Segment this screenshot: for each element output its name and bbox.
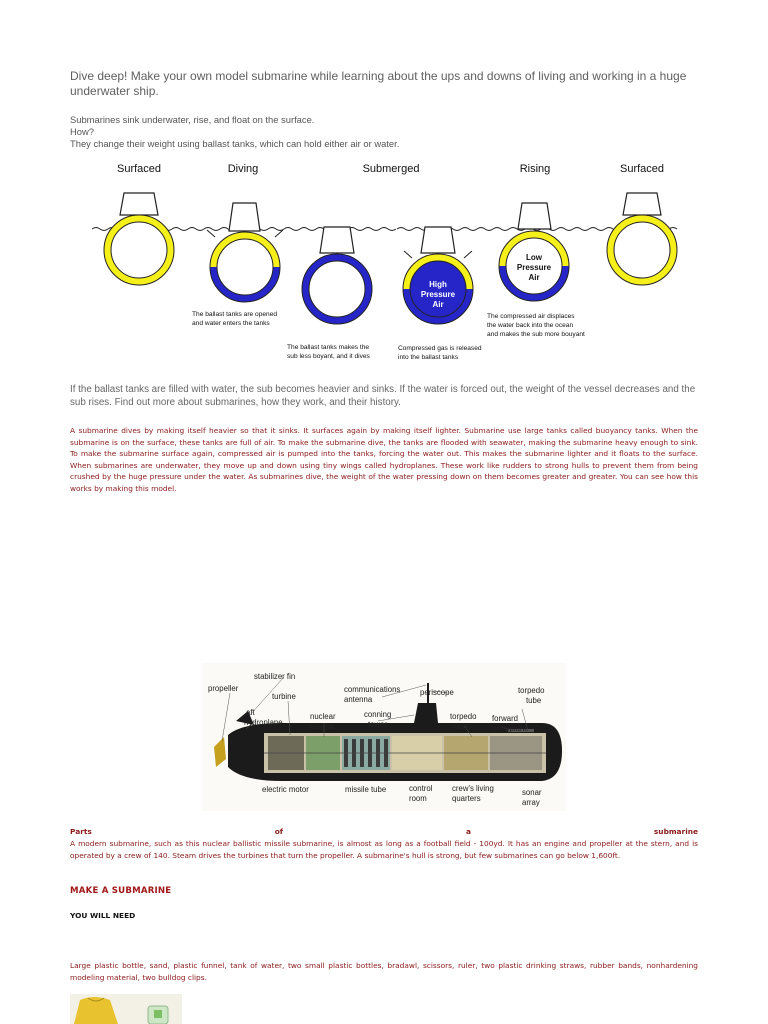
label-comm-antenna: communications [344, 685, 401, 694]
label-aft-hydroplane: aft [246, 708, 255, 717]
label-periscope: periscope [420, 688, 454, 697]
sub-surfaced-2 [607, 193, 677, 285]
label-crews-quarters: quarters [452, 794, 481, 803]
submarine-word: submarine [653, 827, 698, 836]
label-torpedo-room: torpedo [450, 712, 477, 721]
sub-submerged [302, 227, 372, 324]
how-submarine-dives-text: A submarine dives by making itself heavier so that it sinks. It surfaces again by making itself lighter. Submarine use large tanks called buoyancy tanks. When the submarine is on the surface, these tanks are full of air. To make the submarine dive, the tanks are flooded with seawater, making the submarine heavy enough to sink. To make the submarine surface again, compressed air is pumped into the tanks, forcing the water out. This makes the submarine lighter and it floats to the surface. When submarines are underwater, they move up and down using tiny wings called hydroplanes. These work like rudders to strong hulls to prevent them from being crushed by the huge pressure under the water. As submarines dive, the weight of the water pressing down on them becomes greater and greater. You can see how this works by making this model. [70, 426, 698, 493]
label-conning-tower: conning [364, 710, 392, 719]
label-control-room: room [409, 794, 427, 803]
materials-list: Large plastic bottle, sand, plastic funnel, tank of water, two small plastic bottles, bradawl, scissors, ruler, two plastic drinking straws, rubber bands, nonhardening modeling material, two bulldog clips. [70, 961, 698, 982]
label-torpedo-room: room [452, 722, 470, 731]
caption-displaces: and makes the sub more bouyant [487, 331, 585, 338]
stage-label: Submerged [362, 163, 420, 175]
line-sink-rise: Submarines sink underwater, rise, and float on the surface. [70, 114, 315, 125]
label-nuclear-reactor: reactor [310, 722, 335, 731]
stage-label: Surfaced [619, 163, 665, 175]
caption-displaces: The compressed air displaces [487, 313, 575, 320]
caption-less-buoyant: sub less boyant, and it dives [287, 353, 370, 360]
label-forward-hydroplane: hydroplane [490, 724, 529, 733]
label-propeller: propeller [208, 684, 239, 693]
high-pressure-label: Pressure [420, 290, 456, 299]
modern-submarine-text: A modern submarine, such as this nuclear ballistic missile submarine, is almost as long as a football field - 100yd. It has an engine and propeller at the stern, and is operated by a crew of 140. Steam drives the turbines that turn the propeller. A submarine's hull is strong, but few submarines can go below 1,600ft. [70, 839, 698, 860]
intro-text: Dive deep! Make your own model submarine while learning about the ups and downs of living and working in a huge underwater ship. [70, 69, 687, 98]
high-pressure-label: High [429, 280, 447, 289]
label-nuclear-reactor: nuclear [310, 712, 336, 721]
you-will-need-heading: YOU WILL NEED [70, 911, 136, 920]
stage-label: Rising [519, 163, 551, 175]
label-turbine: turbine [272, 692, 296, 701]
ballast-explanation: If the ballast tanks are filled with water, the sub becomes heavier and sinks. If the water is forced out, the weight of the vessel decreases and the sub rises. Find out more about submarines, how they work, and their history. [70, 384, 696, 408]
label-missile-tube: missile tube [345, 785, 387, 794]
label-torpedo-tube: tube [526, 696, 542, 705]
low-pressure-label: Low [526, 253, 542, 262]
of-word: of [274, 827, 284, 836]
label-sonar-array: array [522, 798, 540, 807]
low-pressure-label: Air [528, 273, 540, 282]
caption-compressed: into the ballast tanks [398, 354, 459, 361]
make-submarine-heading: MAKE A SUBMARINE [70, 886, 172, 896]
label-control-room: control [409, 784, 433, 793]
materials-photo [70, 994, 182, 1024]
sub-high-pressure [403, 227, 473, 324]
caption-opened: and water enters the tanks [192, 320, 270, 327]
caption-displaces: the water back into the ocean [487, 322, 574, 329]
a-word: a [465, 827, 471, 836]
line-ballast: They change their weight using ballast tanks, which can hold either air or water. [70, 138, 400, 149]
stage-label: Diving [227, 163, 259, 175]
label-electric-motor: electric motor [262, 785, 309, 794]
sub-diving [207, 203, 283, 302]
stage-label: Surfaced [116, 163, 162, 175]
label-forward-hydroplane: forward [492, 714, 518, 723]
parts-caption [70, 827, 698, 836]
label-aft-hydroplane: hydroplane [244, 718, 283, 727]
conning-tower [414, 703, 438, 723]
caption-opened: The ballast tanks are opened [192, 311, 278, 318]
high-pressure-label: Air [432, 300, 444, 309]
caption-less-buoyant: The ballast tanks makes the [287, 344, 370, 351]
label-sonar-array: sonar [522, 788, 542, 797]
low-pressure-label: Pressure [516, 263, 552, 272]
ballast-tank-diagram [92, 155, 682, 365]
label-crews-quarters: crew's living [452, 784, 494, 793]
label-comm-antenna: antenna [344, 695, 373, 704]
sub-surfaced-1 [104, 193, 174, 285]
label-torpedo-tube: torpedo [518, 686, 545, 695]
caption-compressed: Compressed gas is released [398, 345, 482, 352]
parts-word: Parts [70, 827, 92, 836]
sub-low-pressure [499, 203, 569, 301]
line-how: How? [70, 126, 94, 137]
label-conning-tower: tower [368, 720, 388, 729]
submarine-parts-diagram [202, 663, 566, 811]
label-stabilizer-fin: stabilizer fin [254, 672, 296, 681]
